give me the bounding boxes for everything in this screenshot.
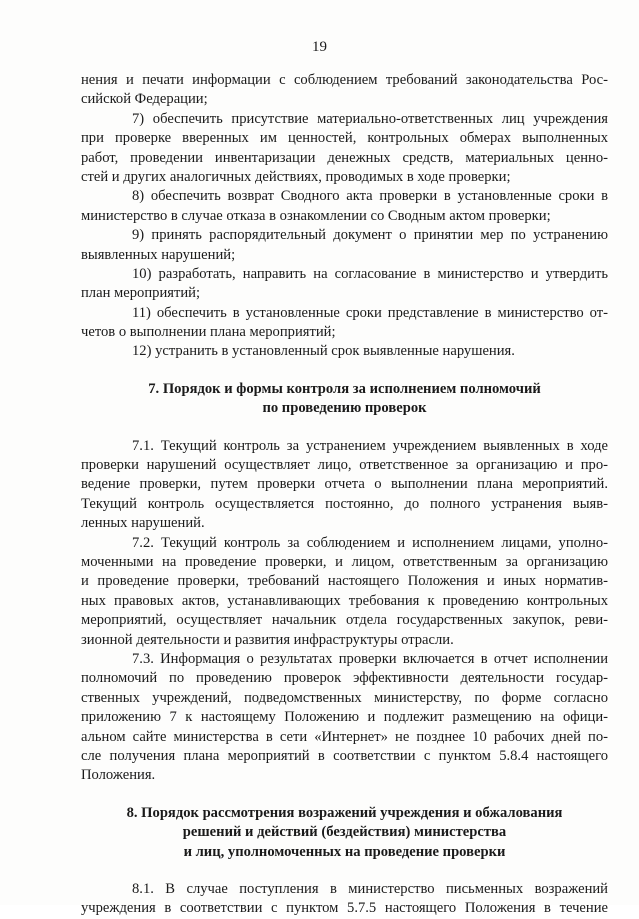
text-line: ственных учреждений, подведомственных министерству, по форме согласно <box>81 689 608 706</box>
intro-block <box>81 71 608 362</box>
text-line: 7.3. Информация о результатах проверки включается в отчет исполнении <box>132 650 608 667</box>
section-8-body <box>81 880 608 919</box>
text-line: моченными на проведение проверки, и лицом, ответственным за организацию <box>81 554 608 571</box>
text-line: и проведение проверки, требований настоящего Положения и иных норматив- <box>81 573 608 590</box>
document-body <box>81 71 608 919</box>
text-line: ведение проверки, путем проверки отчета о выполнении плана мероприятий. <box>81 476 608 493</box>
heading-line: 7. Порядок и формы контроля за исполнением полномочий <box>148 380 541 397</box>
text-line: 7) обеспечить присутствие материально-ответственных лиц учреждения <box>132 110 608 127</box>
text-line: 8.1. В случае поступления в министерство письменных возражений <box>132 880 608 897</box>
text-line: 12) устранить в установленный срок выявленные нарушения. <box>132 343 515 360</box>
text-line: стей и других аналогичных действиях, проводимых в ходе проверки; <box>81 168 511 185</box>
text-line: 11) обеспечить в установленные сроки представление в министерство от- <box>132 304 608 321</box>
section-7-body <box>81 437 608 786</box>
text-line: мероприятий, осуществляет начальник отдела государственных закупок, реви- <box>81 612 608 629</box>
text-line: четов о выполнении плана мероприятий; <box>81 324 336 341</box>
text-line: приложению 7 к настоящему Положению и подлежит размещению на офици- <box>81 709 608 726</box>
text-line: проверки нарушений осуществляет лицо, ответственное за организацию и про- <box>81 457 608 474</box>
heading-line: и лиц, уполномоченных на проведение проверки <box>183 843 506 860</box>
text-line: министерство в случае отказа в ознакомлении со Сводным актом проверки; <box>81 207 551 224</box>
text-line: нения и печати информации с соблюдением требований законодательства Рос- <box>81 72 608 88</box>
text-line: работ, проведении инвентаризации денежных средств, материальных ценно- <box>81 149 608 166</box>
text-line: Положения. <box>81 767 156 784</box>
text-line: Текущий контроль осуществляется постоянно, до полного устранения выяв- <box>81 495 608 512</box>
text-line: 7.1. Текущий контроль за устранением учреждением выявленных в ходе <box>132 437 608 454</box>
text-line: выявленных нарушений; <box>81 246 236 263</box>
text-line: сле получения плана мероприятий в соответствии с пунктом 5.8.4 настоящего <box>81 747 608 764</box>
text-line: план мероприятий; <box>81 285 201 302</box>
heading-line: 8. Порядок рассмотрения возражений учреждения и обжалования <box>126 804 563 821</box>
text-line: при проверке вверенных им ценностей, контрольных обмерах выполненных <box>81 130 608 147</box>
text-line: зионной деятельности и развития инфраструктуры отрасли. <box>81 631 454 648</box>
text-line: ных правовых актов, устанавливающих требования к проведению контрольных <box>81 592 608 609</box>
text-line: учреждения в соответствии с пунктом 5.7.5 настоящего Положения в течение <box>81 900 608 917</box>
text-line: альном сайте министерства в сети «Интернет» не позднее 10 рабочих дней по- <box>81 728 608 745</box>
text-line: 10) разработать, направить на согласование в министерство и утвердить <box>132 265 608 282</box>
text-line: 8) обеспечить возврат Сводного акта проверки в установленные сроки в <box>132 188 608 205</box>
text-line: полномочий по проведению проверок эффективности деятельности государ- <box>81 670 608 687</box>
page-number: 19 <box>312 39 327 55</box>
text-line: 9) принять распорядительный документ о принятии мер по устранению <box>132 227 608 244</box>
section-8-heading <box>81 804 608 862</box>
section-7-heading <box>81 380 608 419</box>
text-line: 7.2. Текущий контроль за соблюдением и исполнением лицами, уполно- <box>132 534 608 551</box>
heading-line: решений и действий (бездействия) министерства <box>182 824 507 841</box>
text-line: ленных нарушений. <box>81 515 205 532</box>
heading-line: по проведению проверок <box>262 400 427 417</box>
text-line: сийской Федерации; <box>81 91 208 108</box>
